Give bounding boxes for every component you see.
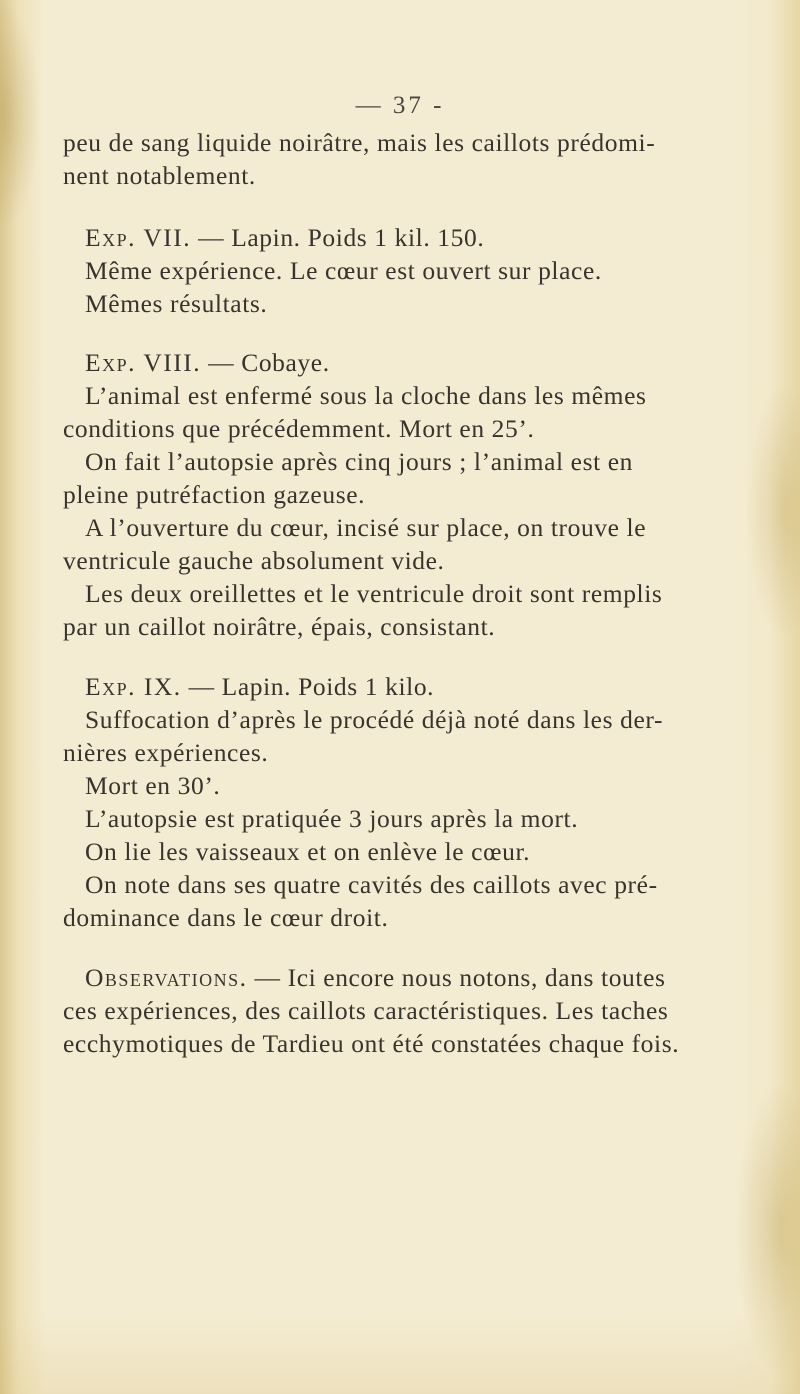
experience-subject: — Cobaye. [201,348,330,377]
experience-heading [85,670,434,703]
experience-subject: — Lapin. Poids 1 kilo. [181,672,435,701]
paper-stain [735,1080,800,1380]
text-line: A l’ouverture du cœur, incisé sur place, on trouve le [85,513,647,542]
experience-label: Exp. VII. [85,223,192,252]
text-line: Suffocation d’après le procédé déjà noté dans les der- [85,705,664,734]
experience-subject: — Lapin. Poids 1 kil. 150. [191,223,485,252]
text-line: On lie les vaisseaux et on enlève le cœur. [85,837,531,866]
observations-text: — Ici encore nous notons, dans toutes [247,963,666,992]
text-line: Mort en 30’. [85,771,221,800]
experience-label: Exp. VIII. [85,348,202,377]
text-line: ces expériences, des caillots caractéristiques. Les taches [63,996,669,1025]
text-line: On note dans ses quatre cavités des caillots avec pré- [85,870,658,899]
text-line: Même expérience. Le cœur est ouvert sur place. [85,256,602,285]
observations-label: Observations. [85,963,248,992]
text-line: par un caillot noirâtre, épais, consistant. [63,612,496,641]
text-line: On fait l’autopsie après cinq jours ; l’animal est en [85,447,634,476]
page-number: — 37 - [355,92,445,119]
text-line: Les deux oreillettes et le ventricule droit sont remplis [85,579,663,608]
text-line: ventricule gauche absolument vide. [63,546,445,575]
text-line: L’animal est enfermé sous la cloche dans les mêmes [85,381,647,410]
observations-heading [85,961,666,994]
paper-stain [745,380,800,640]
text-line: pleine putréfaction gazeuse. [63,480,366,509]
text-line: dominance dans le cœur droit. [63,903,389,932]
text-line: ecchymotiques de Tardieu ont été constatées chaque fois. [63,1029,680,1058]
text-line: L’autopsie est pratiquée 3 jours après la mort. [85,804,579,833]
text-line: nières expériences. [63,738,269,767]
text-line: peu de sang liquide noirâtre, mais les caillots prédomi- [63,128,656,157]
text-line: conditions que précédemment. Mort en 25’. [63,414,535,443]
experience-heading [85,221,484,254]
text-line: Mêmes résultats. [85,289,268,318]
text-line: nent notablement. [63,161,256,190]
experience-heading [85,346,330,379]
experience-label: Exp. IX. [85,672,182,701]
